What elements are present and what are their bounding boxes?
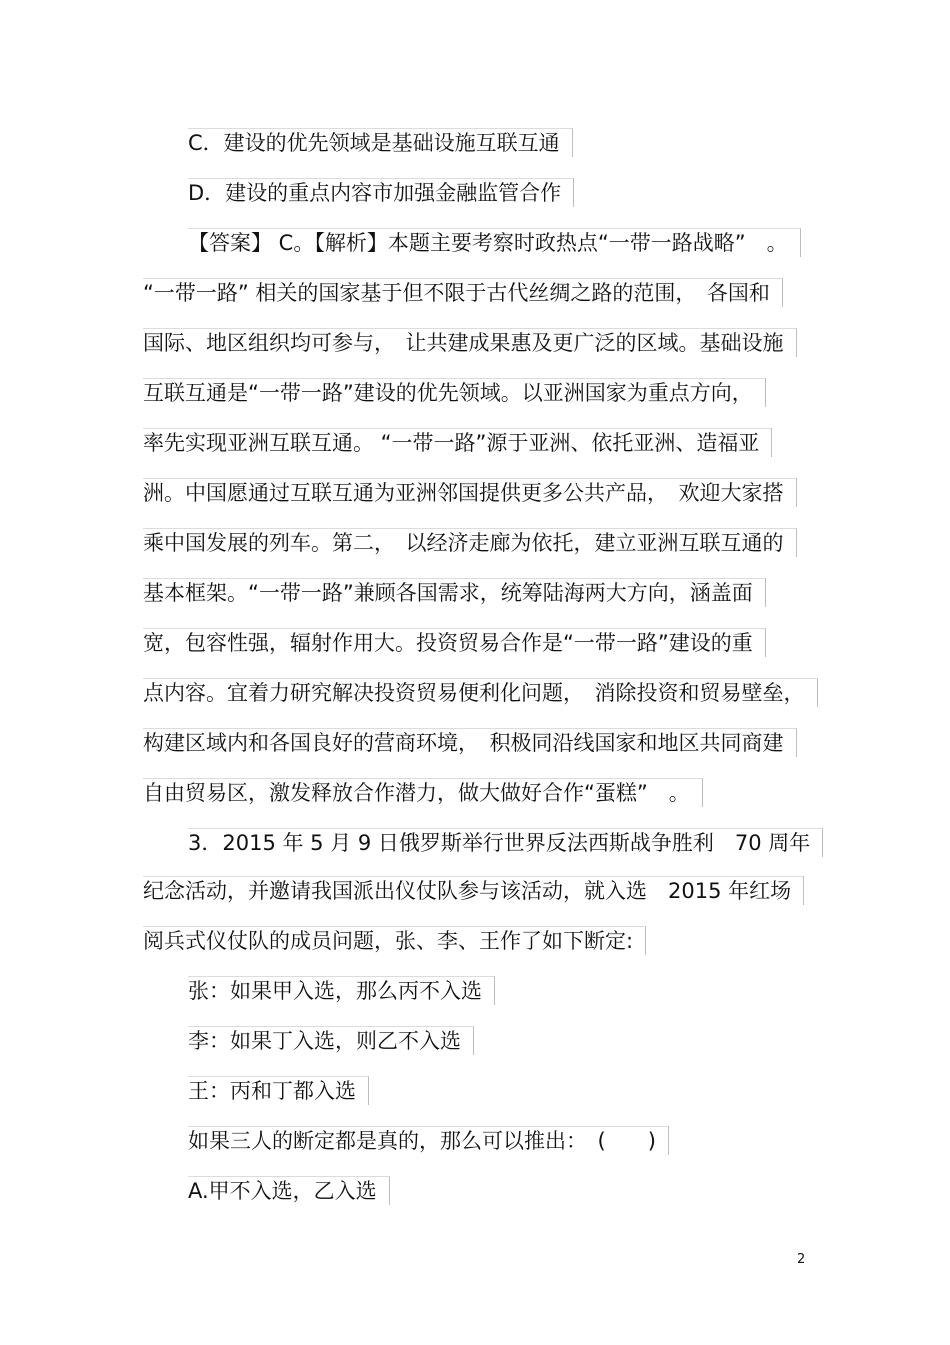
option-c: C．建设的优先领域是基础设施互联互通 — [188, 128, 573, 157]
answer-line: 【答案】 C。【解析】本题主要考察时政热点“一带一路战略” 。 — [188, 228, 801, 257]
explanation-line: 国际、地区组织均可参与， 让共建成果惠及更广泛的区域。基础设施 — [143, 328, 797, 357]
explanation-line: 率先实现亚洲互联互通。 “一带一路”源于亚洲、依托亚洲、造福亚 — [143, 428, 772, 457]
question-3-line: 3．2015 年 5 月 9 日俄罗斯举行世界反法西斯战争胜利 70 周年 — [188, 828, 823, 857]
explanation-line: 互联互通是“一带一路”建设的优先领域。以亚洲国家为重点方向， — [143, 378, 766, 407]
statement-wang: 王：丙和丁都入选 — [188, 1076, 369, 1105]
page-number: 2 — [797, 1252, 806, 1267]
explanation-line: 自由贸易区，激发释放合作潜力，做大做好合作“蛋糕” 。 — [143, 778, 703, 807]
explanation-line: 洲。中国愿通过互联互通为亚洲邻国提供更多公共产品， 欢迎大家搭 — [143, 478, 797, 507]
explanation-line: 乘中国发展的列车。第二， 以经济走廊为依托，建立亚洲互联互通的 — [143, 528, 797, 557]
option-a: A.甲不入选，乙入选 — [188, 1176, 390, 1205]
statement-li: 李：如果丁入选，则乙不入选 — [188, 1026, 474, 1055]
explanation-line: 点内容。宜着力研究解决投资贸易便利化问题， 消除投资和贸易壁垒， — [143, 678, 818, 707]
question-3-line: 纪念活动，并邀请我国派出仪仗队参与该活动，就入选 2015 年红场 — [143, 876, 804, 905]
explanation-line: 构建区域内和各国良好的营商环境， 积极同沿线国家和地区共同商建 — [143, 728, 797, 757]
explanation-line: 基本框架。“一带一路”兼顾各国需求，统筹陆海两大方向，涵盖面 — [143, 578, 766, 607]
explanation-line: 宽，包容性强，辐射作用大。投资贸易合作是“一带一路”建设的重 — [143, 628, 766, 657]
question-3-line: 阅兵式仪仗队的成员问题，张、李、王作了如下断定: — [143, 926, 646, 955]
question-prompt: 如果三人的断定都是真的，那么可以推出： ( ) — [188, 1126, 669, 1155]
option-d: D．建设的重点内容市加强金融监管合作 — [188, 178, 574, 207]
statement-zhang: 张：如果甲入选，那么丙不入选 — [188, 976, 495, 1005]
explanation-line: “一带一路” 相关的国家基于但不限于古代丝绸之路的范围， 各国和 — [143, 278, 783, 307]
